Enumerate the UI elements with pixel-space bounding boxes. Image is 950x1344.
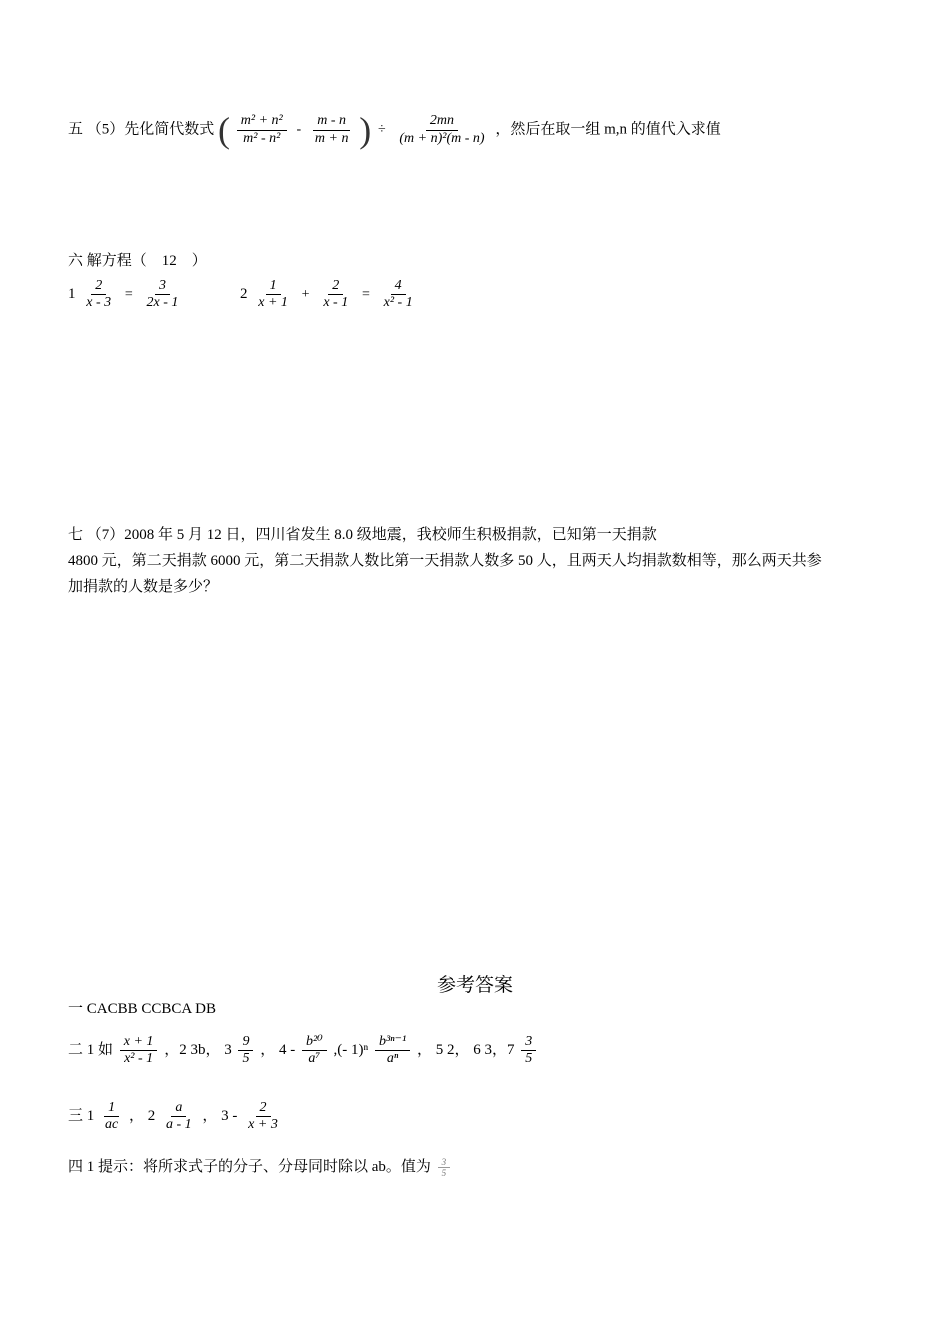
fraction-3: $\frac{2mn}{\text{(m + n)²(m - n)}}$ bbox=[399, 113, 485, 146]
answers-row-2: 二 1 如 $\frac{x + 1}{\text{x² - 1}}$ ，2 3b， 3 $\frac{9}{5}$ ， 4 - $\frac{\text{b²⁰}}{\text{a⁷}}$ ,(- 1)ⁿ $\frac{\text{b³ⁿ⁻¹}}{\text{aⁿ}}$ ， 5 2， 6 3，7 $\frac{3}{5}$ bbox=[68, 1034, 539, 1067]
eq2-fraction-c: $\frac{4}{\text{x² - 1}}$ bbox=[383, 278, 413, 311]
left-paren: ( bbox=[218, 110, 231, 150]
problem-5-lead: 五 （5）先化简代数式 bbox=[68, 121, 215, 138]
answer-3-3-fraction: $\frac{2}{x + 3}$ bbox=[248, 1100, 278, 1133]
fraction-1: $\frac{\text{m² + n²}}{\text{m² - n²}}$ bbox=[237, 113, 287, 146]
answers-row-3: 三 1 $\frac{1}{ac}$ ， 2 $\frac{a}{a - 1}$ ， 3 - $\frac{2}{x + 3}$ bbox=[68, 1100, 285, 1133]
answer-2-1-fraction: $\frac{x + 1}{\text{x² - 1}}$ bbox=[120, 1034, 158, 1067]
answer-2-3-fraction: $\frac{9}{5}$ bbox=[238, 1034, 253, 1067]
answers-row-1: 一 CACBB CCBCA DB bbox=[68, 1001, 216, 1017]
answer-2-4-fraction-b: $\frac{\text{b³ⁿ⁻¹}}{\text{aⁿ}}$ bbox=[375, 1034, 410, 1067]
answer-2-7-fraction: $\frac{3}{5}$ bbox=[521, 1034, 536, 1067]
answers-title: 参考答案 bbox=[436, 975, 513, 996]
answer-2-4-fraction-a: $\frac{\text{b²⁰}}{\text{a⁷}}$ bbox=[302, 1034, 327, 1067]
answers-row-4: 四 1 提示：将所求式子的分子、分母同时除以 ab。值为 $\frac{3}{5}$ bbox=[68, 1154, 453, 1180]
answer-4-fraction: $\frac{3}{5}$ bbox=[438, 1157, 451, 1179]
answer-3-1-fraction: $\frac{1}{ac}$ bbox=[105, 1100, 119, 1133]
equation-2: 2 $\frac{1}{x + 1}$ + $\frac{2}{x - 1}$ = $\frac{4}{\text{x² - 1}}$ bbox=[240, 278, 420, 311]
equation-1: 1 $\frac{2}{x - 3}$ = $\frac{3}{2x - 1}$ bbox=[68, 278, 185, 311]
problem-6-heading: 六 解方程（ 12 ） bbox=[68, 253, 207, 269]
eq2-fraction-a: $\frac{1}{x + 1}$ bbox=[258, 278, 288, 311]
fraction-2: $\frac{m - n}{m + n}$ bbox=[314, 113, 349, 146]
problem-5: 五 （5）先化简代数式 ( $\frac{\text{m² + n²}}{\text{m² - n²}}$ - $\frac{m - n}{m + n}$ ) ÷ $\frac{2mn}{\text{(m + n)²(m - n)}}$ ，然后在取一组 m,n 的值代入求值 bbox=[68, 110, 721, 150]
answer-3-2-fraction: $\frac{a}{a - 1}$ bbox=[166, 1100, 192, 1133]
problem-7-line-2: 4800 元，第二天捐款 6000 元，第二天捐款人数比第一天捐款人数多 50 人，且两天人均捐款数相等，那么两天共参 bbox=[68, 553, 822, 569]
eq1-right-fraction: $\frac{3}{2x - 1}$ bbox=[146, 278, 179, 311]
problem-7-line-1: 七 （7）2008 年 5 月 12 日，四川省发生 8.0 级地震，我校师生积极捐款，已知第一天捐款 bbox=[68, 527, 657, 543]
problem-7-line-3: 加捐款的人数是多少？ bbox=[68, 579, 219, 595]
eq1-left-fraction: $\frac{2}{x - 3}$ bbox=[86, 278, 112, 311]
problem-5-tail: ，然后在取一组 m,n 的值代入求值 bbox=[495, 121, 721, 138]
eq2-fraction-b: $\frac{2}{x - 1}$ bbox=[323, 278, 349, 311]
right-paren: ) bbox=[359, 110, 372, 150]
